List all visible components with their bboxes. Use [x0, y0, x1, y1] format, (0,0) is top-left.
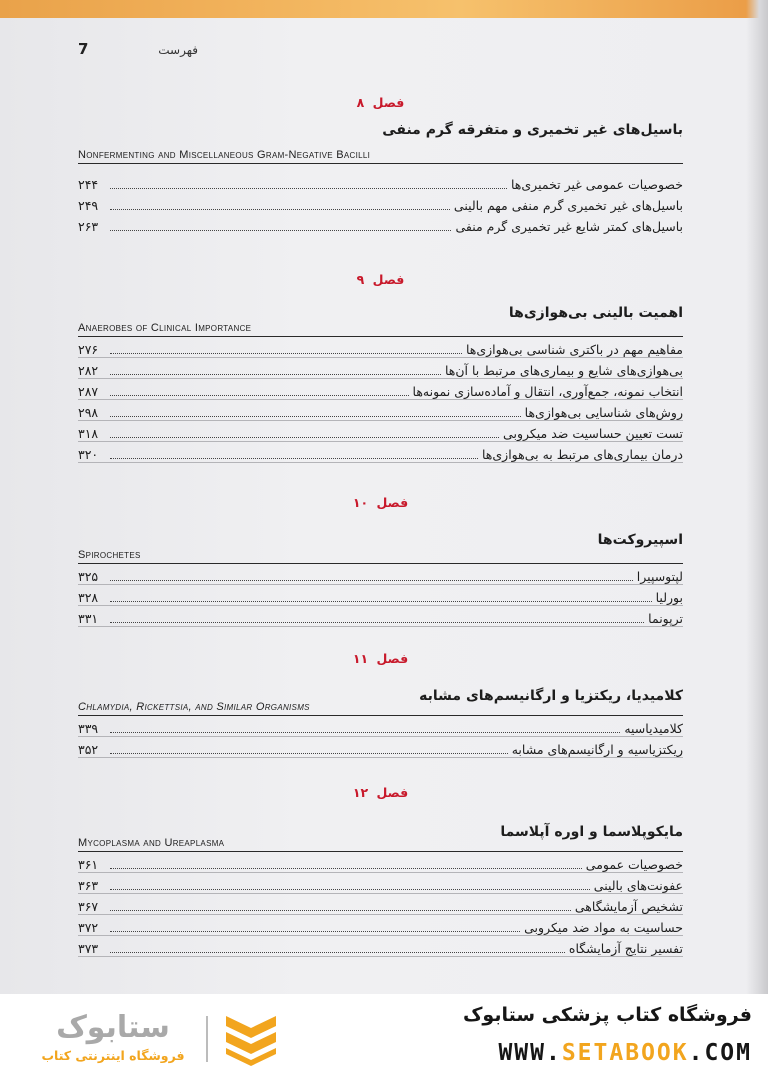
chapter-title-fa: اسپیروکت‌ها: [597, 532, 683, 548]
chapter-label: فصل ۹: [356, 272, 405, 287]
toc-entry[interactable]: ۲۷۶ مفاهیم مهم در باکتری شناسی بی‌هوازی‌ها: [78, 342, 683, 357]
chapter-heading: [78, 289, 683, 337]
book-stack-icon: [222, 1010, 280, 1066]
toc-entry[interactable]: ۳۲۰ درمان بیماری‌های مرتبط به بی‌هوازی‌ها: [78, 447, 683, 462]
chapter-heading: [78, 512, 683, 564]
chapter-label: فصل ۱۰: [352, 495, 409, 510]
chapter-label: فصل ۱۱: [352, 651, 409, 666]
chapter-section: [78, 271, 683, 463]
chapter-section: [78, 784, 683, 957]
chapter-heading: [78, 802, 683, 852]
toc-entry[interactable]: ۳۵۲ ریکتزیاسیه و ارگانیسم‌های مشابه: [78, 742, 683, 757]
toc-entry[interactable]: ۳۶۱ خصوصیات عمومی: [78, 857, 683, 872]
toc-entry[interactable]: ۳۶۳ عفونت‌های بالینی: [78, 878, 683, 893]
chapter-title-fa: باسیل‌های غیر تخمیری و متفرقه گرم منفی: [382, 122, 683, 138]
toc-entry[interactable]: ۲۶۳ باسیل‌های کمتر شایع غیر تخمیری گرم منفی: [78, 219, 683, 234]
chapter-title-en: Nonfermenting and Miscellaneous Gram-Negative Bacilli: [78, 149, 371, 161]
toc-entry[interactable]: ۳۳۱ ترپونما: [78, 611, 683, 626]
toc-entry[interactable]: ۲۸۷ انتخاب نمونه، جمع‌آوری، انتقال و آماده‌سازی نمونه‌ها: [78, 384, 683, 399]
toc-entry[interactable]: ۳۲۵ لپتوسپیرا: [78, 569, 683, 584]
chapter-section: [78, 650, 683, 758]
toc-entry[interactable]: ۳۷۲ حساسیت به مواد ضد میکروبی: [78, 920, 683, 935]
store-name: فروشگاه کتاب پزشکی ستابوک: [462, 1004, 752, 1026]
chapter-title-en: Chlamydia, Rickettsia, and Similar Organisms: [78, 701, 310, 713]
chapter-title-fa: کلامیدیا، ریکتزیا و ارگانیسم‌های مشابه: [419, 688, 683, 704]
toc-entry[interactable]: ۳۳۹ کلامیدیاسیه: [78, 721, 683, 736]
toc-entry[interactable]: ۲۹۸ روش‌های شناسایی بی‌هوازی‌ها: [78, 405, 683, 420]
chapter-heading: [78, 668, 683, 716]
running-head: [78, 40, 198, 62]
cover-edge: [0, 0, 768, 18]
toc-entry[interactable]: ۳۷۳ تفسیر نتایج آزمایشگاه: [78, 941, 683, 956]
store-url[interactable]: WWW.SETABOOK.COM: [498, 1040, 752, 1066]
chapter-heading: [78, 112, 683, 164]
chapter-title-en: Spirochetes: [78, 549, 141, 561]
page-shadow: [746, 0, 768, 994]
chapter-section: [78, 494, 683, 627]
toc-entry[interactable]: ۳۱۸ تست تعیین حساسیت ضد میکروبی: [78, 426, 683, 441]
toc-entry[interactable]: ۳۶۷ تشخیص آزمایشگاهی: [78, 899, 683, 914]
toc-entry[interactable]: ۲۸۲ بی‌هوازی‌های شایع و بیماری‌های مرتبط با آن‌ها: [78, 363, 683, 378]
chapter-title-en: Anaerobes of Clinical Importance: [78, 322, 252, 334]
chapter-label: فصل ۱۲: [352, 785, 409, 800]
chapter-title-fa: اهمیت بالینی بی‌هوازی‌ها: [508, 305, 683, 321]
store-logo-word: ستابوک: [56, 1010, 170, 1045]
page-number: 7: [78, 40, 89, 58]
toc-entry[interactable]: ۳۲۸ بورلیا: [78, 590, 683, 605]
toc-entry[interactable]: ۲۴۴ خصوصیات عمومی غیر تخمیری‌ها: [78, 177, 683, 192]
store-footer: [0, 994, 768, 1080]
chapter-title-fa: مایکوپلاسما و اوره آپلاسما: [500, 824, 683, 840]
logo-divider: [206, 1016, 208, 1062]
store-logo-subtitle: فروشگاه اینترنتی کتاب: [41, 1048, 185, 1063]
chapter-section: [78, 94, 683, 235]
running-head-label: فهرست: [158, 43, 198, 57]
chapter-title-en: Mycoplasma and Ureaplasma: [78, 837, 225, 849]
heading-rule: [78, 163, 683, 164]
toc-entry[interactable]: ۲۴۹ باسیل‌های غیر تخمیری گرم منفی مهم بالینی: [78, 198, 683, 213]
chapter-label: فصل ۸: [356, 95, 405, 110]
